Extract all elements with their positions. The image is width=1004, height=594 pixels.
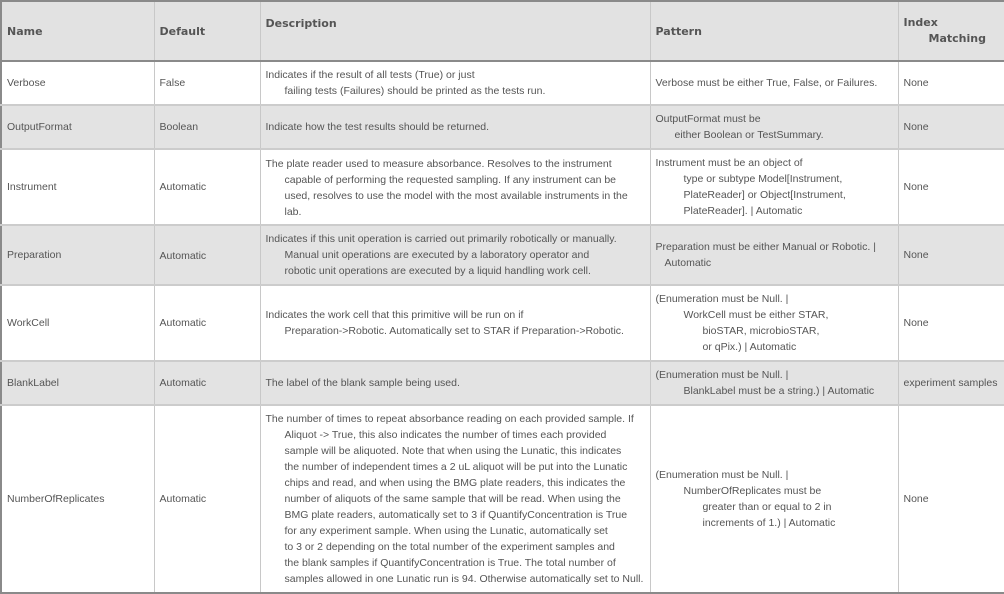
cell-index: None [898,61,1004,105]
cell-default: False [154,61,260,105]
cell-pattern [650,285,898,361]
description-line: Aliquot -> True, this also indicates the number of times each provided [284,429,607,441]
pattern-line: Automatic [664,257,712,269]
pattern-line: OutputFormat must be [655,113,761,125]
cell-pattern [650,61,898,105]
header-description: Description [260,1,650,61]
cell-name: OutputFormat [1,105,154,149]
description-line: The plate reader used to measure absorbance. Resolves to the instrument [265,158,612,170]
cell-name: BlankLabel [1,361,154,405]
table-row [1,105,1004,149]
description-line: Indicate how the test results should be returned. [265,121,490,133]
cell-description [260,149,650,225]
cell-pattern [650,149,898,225]
pattern-line: bioSTAR, microbioSTAR, [702,325,820,337]
description-line: samples allowed in one Lunatic run is 94. Otherwise automatically set to Null. [284,573,644,585]
cell-name: Preparation [1,225,154,285]
cell-index: experiment samples [898,361,1004,405]
cell-pattern [650,225,898,285]
pattern-line: Instrument must be an object of [655,157,803,169]
cell-name: WorkCell [1,285,154,361]
pattern-line: greater than or equal to 2 in [702,501,832,513]
cell-index: None [898,405,1004,593]
cell-name: NumberOfReplicates [1,405,154,593]
cell-default: Boolean [154,105,260,149]
cell-description [260,285,650,361]
cell-default: Automatic [154,225,260,285]
cell-description [260,61,650,105]
description-line: to 3 or 2 depending on the total number of the experiment samples and [284,541,615,553]
description-line: number of aliquots of the same sample that will be read. When using the [284,493,621,505]
description-line: for any experiment sample. When using the Lunatic, automatically set [284,525,608,537]
description-line: sample will be aliquoted. Note that when using the Lunatic, this indicates [284,445,622,457]
description-line: Manual unit operations are executed by a laboratory operator and [284,249,590,261]
pattern-line: NumberOfReplicates must be [683,485,822,497]
table-row [1,285,1004,361]
description-line: The label of the blank sample being used. [265,377,460,389]
description-line: Indicates the work cell that this primitive will be run on if [265,309,524,321]
table-row [1,149,1004,225]
description-line: Preparation->Robotic. Automatically set to STAR if Preparation->Robotic. [284,325,624,337]
description-line: BMG plate readers, automatically set to 3 if QuantifyConcentration is True [284,509,628,521]
pattern-line: (Enumeration must be Null. | [655,469,789,481]
pattern-line: BlankLabel must be a string.) | Automatic [683,385,875,397]
pattern-line: Preparation must be either Manual or Robotic. | [655,241,876,253]
cell-description [260,105,650,149]
pattern-line: PlateReader] or Object[Instrument, [683,189,846,201]
header-index-matching [898,1,1004,61]
header-pattern: Pattern [650,1,898,61]
cell-index: None [898,285,1004,361]
description-line: chips and read, and when using the BMG plate readers, this indicates the [284,477,626,489]
pattern-line: PlateReader]. | Automatic [683,205,803,217]
pattern-line: (Enumeration must be Null. | [655,293,789,305]
cell-default: Automatic [154,285,260,361]
cell-pattern [650,105,898,149]
cell-name: Instrument [1,149,154,225]
cell-pattern [650,361,898,405]
table-row [1,405,1004,593]
description-line: used, resolves to use the model with the most available instruments in the lab. [284,190,628,218]
cell-index: None [898,149,1004,225]
cell-index: None [898,225,1004,285]
pattern-line: WorkCell must be either STAR, [683,309,829,321]
cell-description [260,361,650,405]
header-index-line1: Index [903,16,938,29]
header-name: Name [1,1,154,61]
header-index-line2: Matching [928,32,986,45]
cell-default: Automatic [154,149,260,225]
table-header-row [1,1,1004,61]
description-line: capable of performing the requested sampling. If any instrument can be [284,174,617,186]
pattern-line: type or subtype Model[Instrument, [683,173,843,185]
cell-description [260,225,650,285]
pattern-line: (Enumeration must be Null. | [655,369,789,381]
header-default: Default [154,1,260,61]
table-row [1,361,1004,405]
table-row [1,225,1004,285]
description-line: Indicates if this unit operation is carried out primarily robotically or manually. [265,233,617,245]
table-row [1,61,1004,105]
cell-default: Automatic [154,405,260,593]
pattern-line: either Boolean or TestSummary. [674,129,824,141]
description-line: failing tests (Failures) should be printed as the tests run. [284,85,546,97]
pattern-line: increments of 1.) | Automatic [702,517,836,529]
cell-name: Verbose [1,61,154,105]
pattern-line: or qPix.) | Automatic [702,341,797,353]
cell-index: None [898,105,1004,149]
pattern-line: Verbose must be either True, False, or Failures. [655,77,878,89]
description-line: robotic unit operations are executed by a liquid handling work cell. [284,265,591,277]
cell-default: Automatic [154,361,260,405]
description-line: Indicates if the result of all tests (True) or just [265,69,475,81]
description-line: the number of independent times a 2 uL aliquot will be put into the Lunatic [284,461,628,473]
cell-description [260,405,650,593]
cell-pattern [650,405,898,593]
description-line: The number of times to repeat absorbance reading on each provided sample. If [265,413,634,425]
description-line: the blank samples if QuantifyConcentration is True. The total number of [284,557,616,569]
